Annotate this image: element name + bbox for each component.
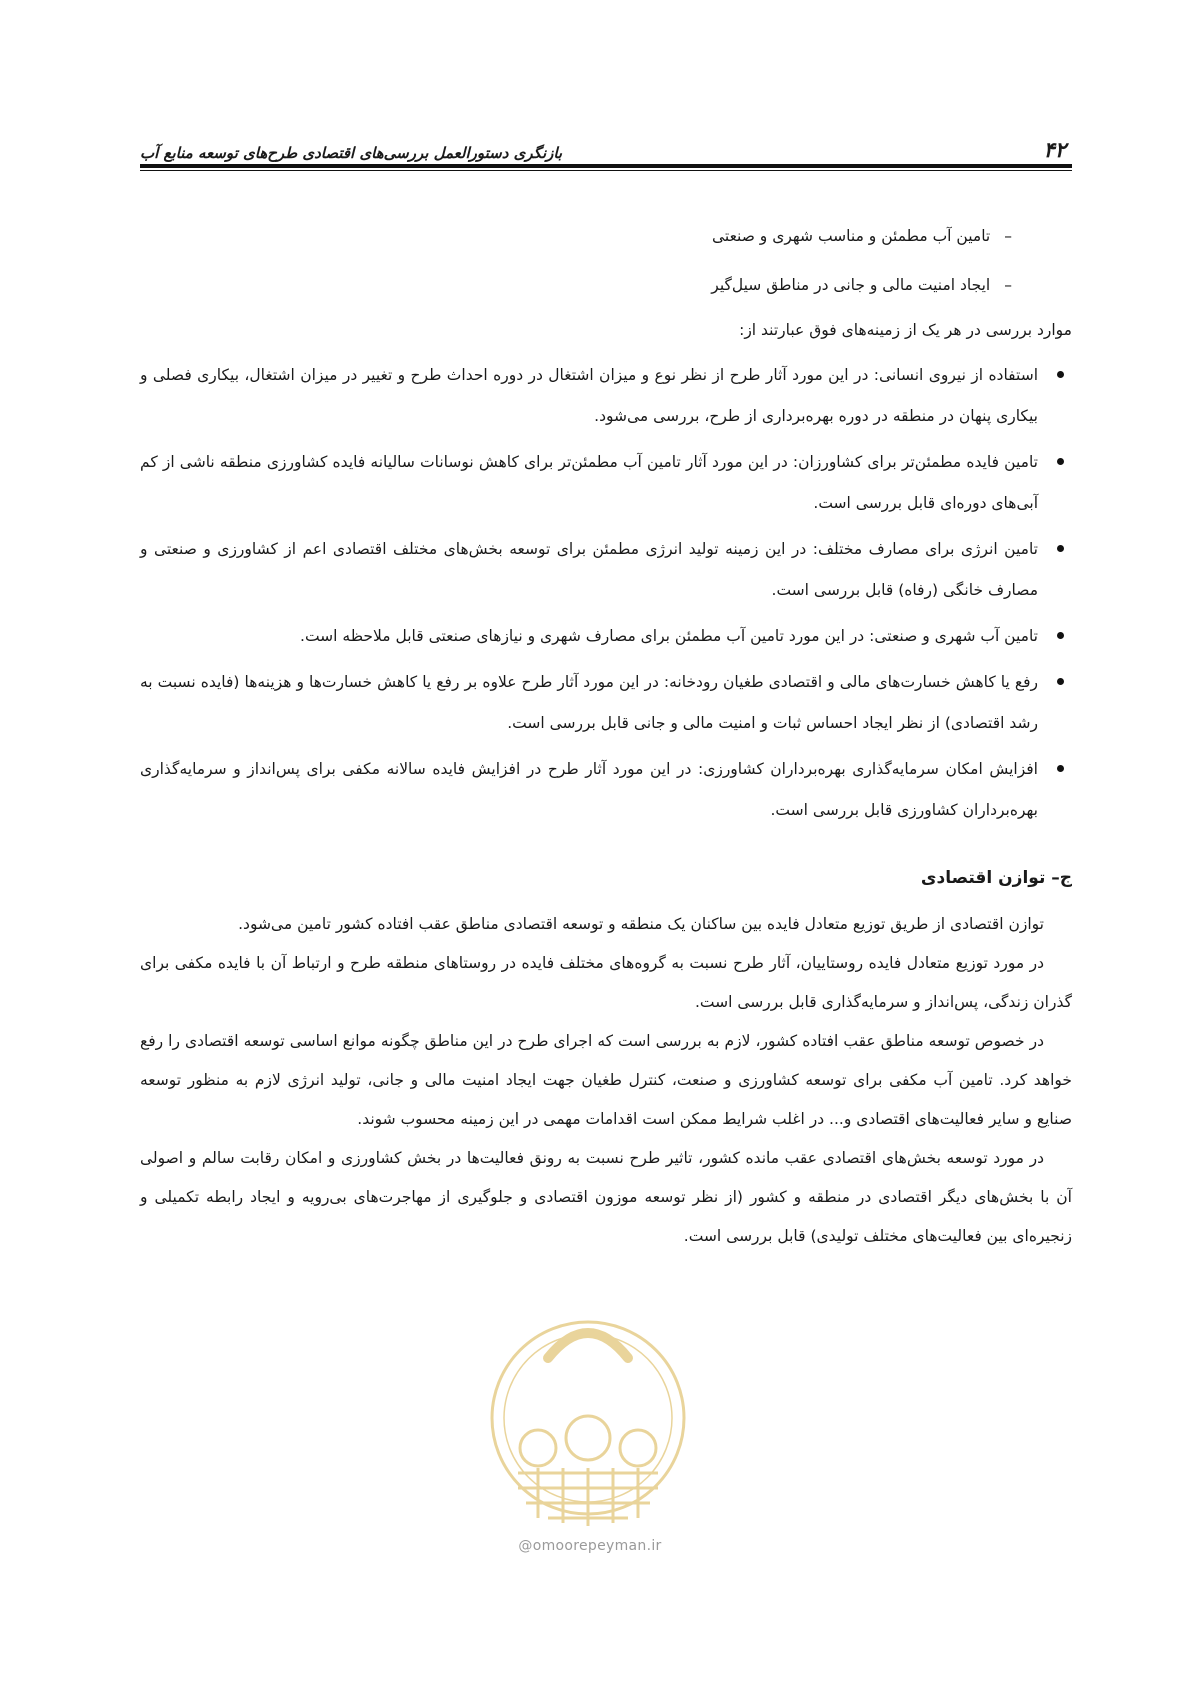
bullet-list: [140, 355, 1072, 831]
bullet-text: رفع یا کاهش خسارت‌های مالی و اقتصادی طغیان رودخانه: در این مورد آثار طرح علاوه بر رفع یا کاهش خسارت‌ها و هزینه‌ها (فایده نسبت به رشد اقتصادی) از نظر ایجاد احساس ثبات و امنیت مالی و جانی قابل بررسی است.: [140, 673, 1038, 732]
page-number: ۴۲: [1043, 138, 1066, 162]
running-title: بازنگری دستورالعمل بررسی‌های اقتصادی طرح‌های توسعه منابع آب: [140, 144, 563, 162]
bullet-text: استفاده از نیروی انسانی: در این مورد آثار طرح از نظر نوع و میزان اشتغال در دوره احداث طرح و تغییر در میزان اشتغال، بیکاری فصلی و بیکاری پنهان در منطقه در دوره بهره‌برداری از طرح، بررسی می‌شود.: [140, 366, 1038, 425]
watermark-logo-icon: [478, 1288, 698, 1548]
body-paragraph: توازن اقتصادی از طریق توزیع متعادل فایده بین ساکنان یک منطقه و توسعه اقتصادی مناطق عقب افتاده کشور تامین می‌شود.: [238, 915, 1044, 933]
bullet-text: تامین انرژی برای مصارف مختلف: در این زمینه تولید انرژی مطمئن برای توسعه بخش‌های مختلف اقتصادی اعم از کشاورزی و صنعتی و مصارف خانگی (رفاه) قابل بررسی است.: [140, 540, 1038, 599]
bullet-text: تامین آب شهری و صنعتی: در این مورد تامین آب مطمئن برای مصارف شهری و نیازهای صنعتی قابل ملاحظه است.: [300, 627, 1038, 645]
page-header: [140, 128, 1072, 162]
dash-item-text: ایجاد امنیت مالی و جانی در مناطق سیل‌گیر: [711, 276, 991, 294]
bullet-item: [140, 662, 1072, 744]
bullet-icon: [1057, 371, 1064, 378]
body-paragraph: در مورد توزیع متعادل فایده روستاییان، آثار طرح نسبت به گروه‌های مختلف فایده در روستاهای منطقه طرح و ارتباط آن با فایده مکفی برای گذران زندگی، پس‌انداز و سرمایه‌گذاری قابل بررسی است.: [140, 954, 1072, 1011]
watermark-url: @omoorepeyman.ir: [518, 1538, 662, 1554]
dash-list-item: [140, 212, 1072, 261]
bullet-icon: [1057, 458, 1064, 465]
page-body: [140, 212, 1072, 1256]
list-intro: موارد بررسی در هر یک از زمینه‌های فوق عبارتند از:: [739, 321, 1072, 339]
bullet-item: [140, 355, 1072, 437]
dash-list-item: [140, 261, 1072, 310]
bullet-icon: [1057, 545, 1064, 552]
bullet-icon: [1057, 678, 1064, 685]
bullet-item: [140, 616, 1072, 657]
section-heading: ج– توازن اقتصادی: [920, 868, 1072, 888]
header-rule-thick: [140, 164, 1072, 168]
header-rule-thin: [140, 170, 1072, 171]
bullet-item: [140, 749, 1072, 831]
bullet-text: افزایش امکان سرمایه‌گذاری بهره‌برداران کشاورزی: در این مورد آثار طرح در افزایش فایده سالانه مکفی برای پس‌انداز و سرمایه‌گذاری بهره‌برداران کشاورزی قابل بررسی است.: [140, 760, 1038, 819]
bullet-item: [140, 442, 1072, 524]
bullet-text: تامین فایده مطمئن‌تر برای کشاورزان: در این مورد آثار تامین آب مطمئن‌تر برای کاهش نوسانات سالیانه فایده کشاورزی منطقه ناشی از کم آبی‌های دوره‌ای قابل بررسی است.: [140, 453, 1038, 512]
body-paragraph: در مورد توسعه بخش‌های اقتصادی عقب مانده کشور، تاثیر طرح نسبت به رونق فعالیت‌ها در بخش کشاورزی و امکان رقابت سالم و اصولی آن با بخش‌های دیگر اقتصادی در منطقه و کشور (از نظر توسعه موزون اقتصادی و جلوگیری از مهاجرت‌های بی‌رویه و ایجاد رابطه تکمیلی و زنجیره‌ای بین فعالیت‌های مختلف تولیدی) قابل بررسی است.: [140, 1149, 1072, 1245]
bullet-icon: [1057, 765, 1064, 772]
bullet-item: [140, 529, 1072, 611]
bullet-icon: [1057, 632, 1064, 639]
dash-marker: –: [1004, 276, 1012, 294]
dash-marker: –: [1004, 227, 1012, 245]
dash-item-text: تامین آب مطمئن و مناسب شهری و صنعتی: [711, 227, 991, 245]
body-paragraph: در خصوص توسعه مناطق عقب افتاده کشور، لازم به بررسی است که اجرای طرح در این مناطق چگونه موانع اساسی توسعه اقتصادی را رفع خواهد کرد. تامین آب مکفی برای توسعه کشاورزی و صنعت، کنترل طغیان جهت ایجاد امنیت مالی و جانی، تولید انرژی لازم به منظور توسعه صنایع و سایر فعالیت‌های اقتصادی و... در اغلب شرایط ممکن است اقدامات مهمی در این زمینه محسوب شوند.: [140, 1032, 1072, 1128]
